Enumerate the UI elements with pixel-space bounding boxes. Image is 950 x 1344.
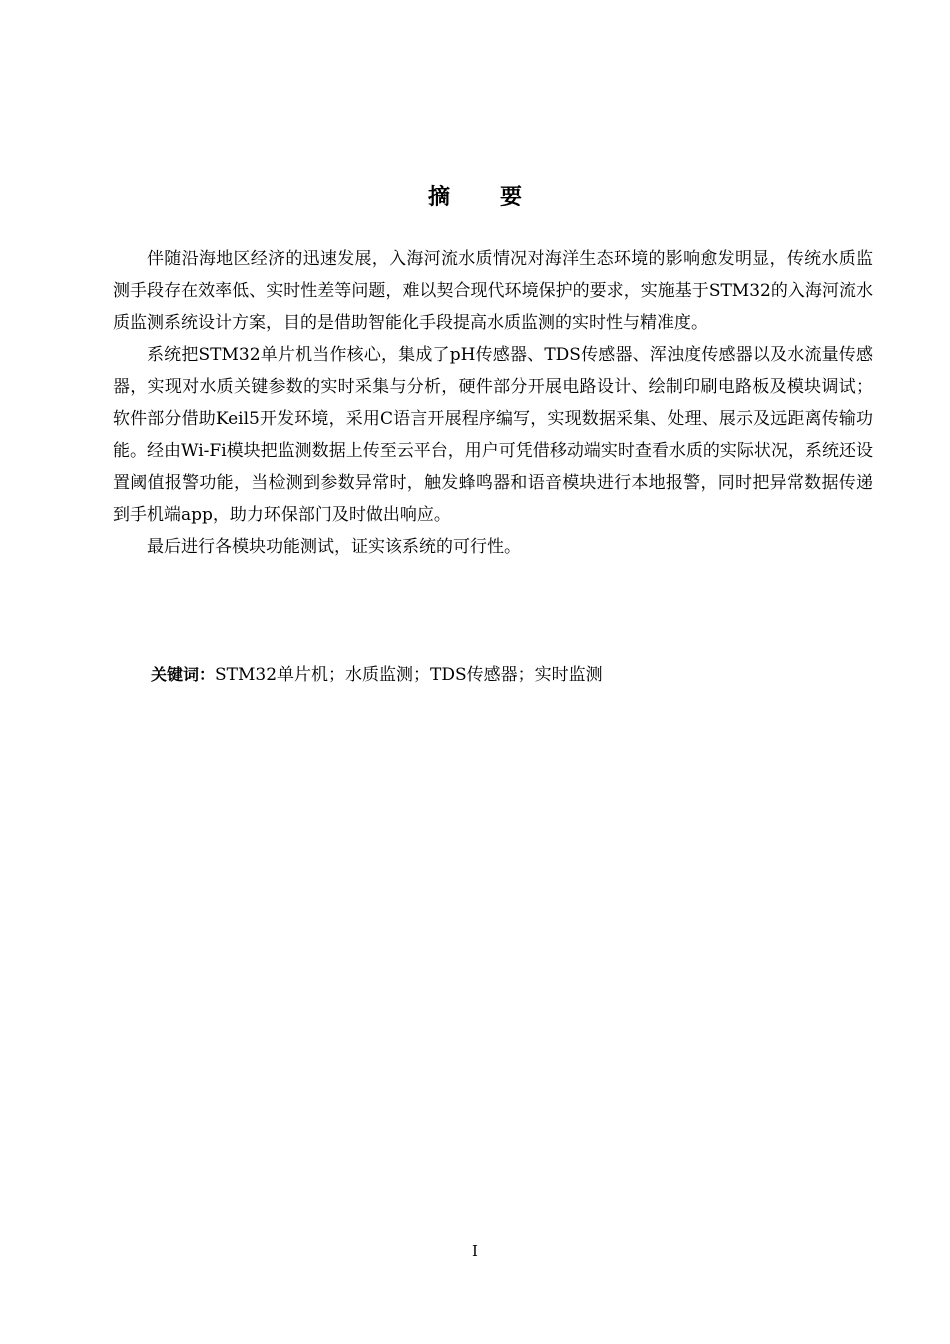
- keywords-label: 关键词：: [151, 665, 216, 684]
- abstract-paragraph-1: 伴随沿海地区经济的迅速发展，入海河流水质情况对海洋生态环境的影响愈发明显，传统水质监测手段存在效率低、实时性差等问题，难以契合现代环境保护的要求，实施基于STM32的入海河流水质监测系统设计方案，目的是借助智能化手段提高水质监测的实时性与精准度。: [113, 249, 873, 333]
- abstract-body: [113, 243, 873, 563]
- abstract-title: 摘要: [427, 185, 572, 210]
- abstract-paragraph-2: 系统把STM32单片机当作核心，集成了pH传感器、TDS传感器、浑浊度传感器以及水流量传感器，实现对水质关键参数的实时采集与分析，硬件部分开展电路设计、绘制印刷电路板及模块调试；软件部分借助Keil5开发环境，采用C语言开展程序编写，实现数据采集、处理、展示及远距离传输功能。经由Wi-Fi模块把监测数据上传至云平台，用户可凭借移动端实时查看水质的实际状况，系统还设置阈值报警功能，当检测到参数异常时，触发蜂鸣器和语音模块进行本地报警，同时把异常数据传递到手机端app，助力环保部门及时做出响应。: [113, 345, 873, 525]
- page-number: I: [472, 1242, 478, 1260]
- keywords-text: STM32单片机；水质监测；TDS传感器；实时监测: [215, 665, 603, 685]
- abstract-paragraph-3: 最后进行各模块功能测试，证实该系统的可行性。: [147, 537, 521, 557]
- keywords-line: [151, 659, 871, 691]
